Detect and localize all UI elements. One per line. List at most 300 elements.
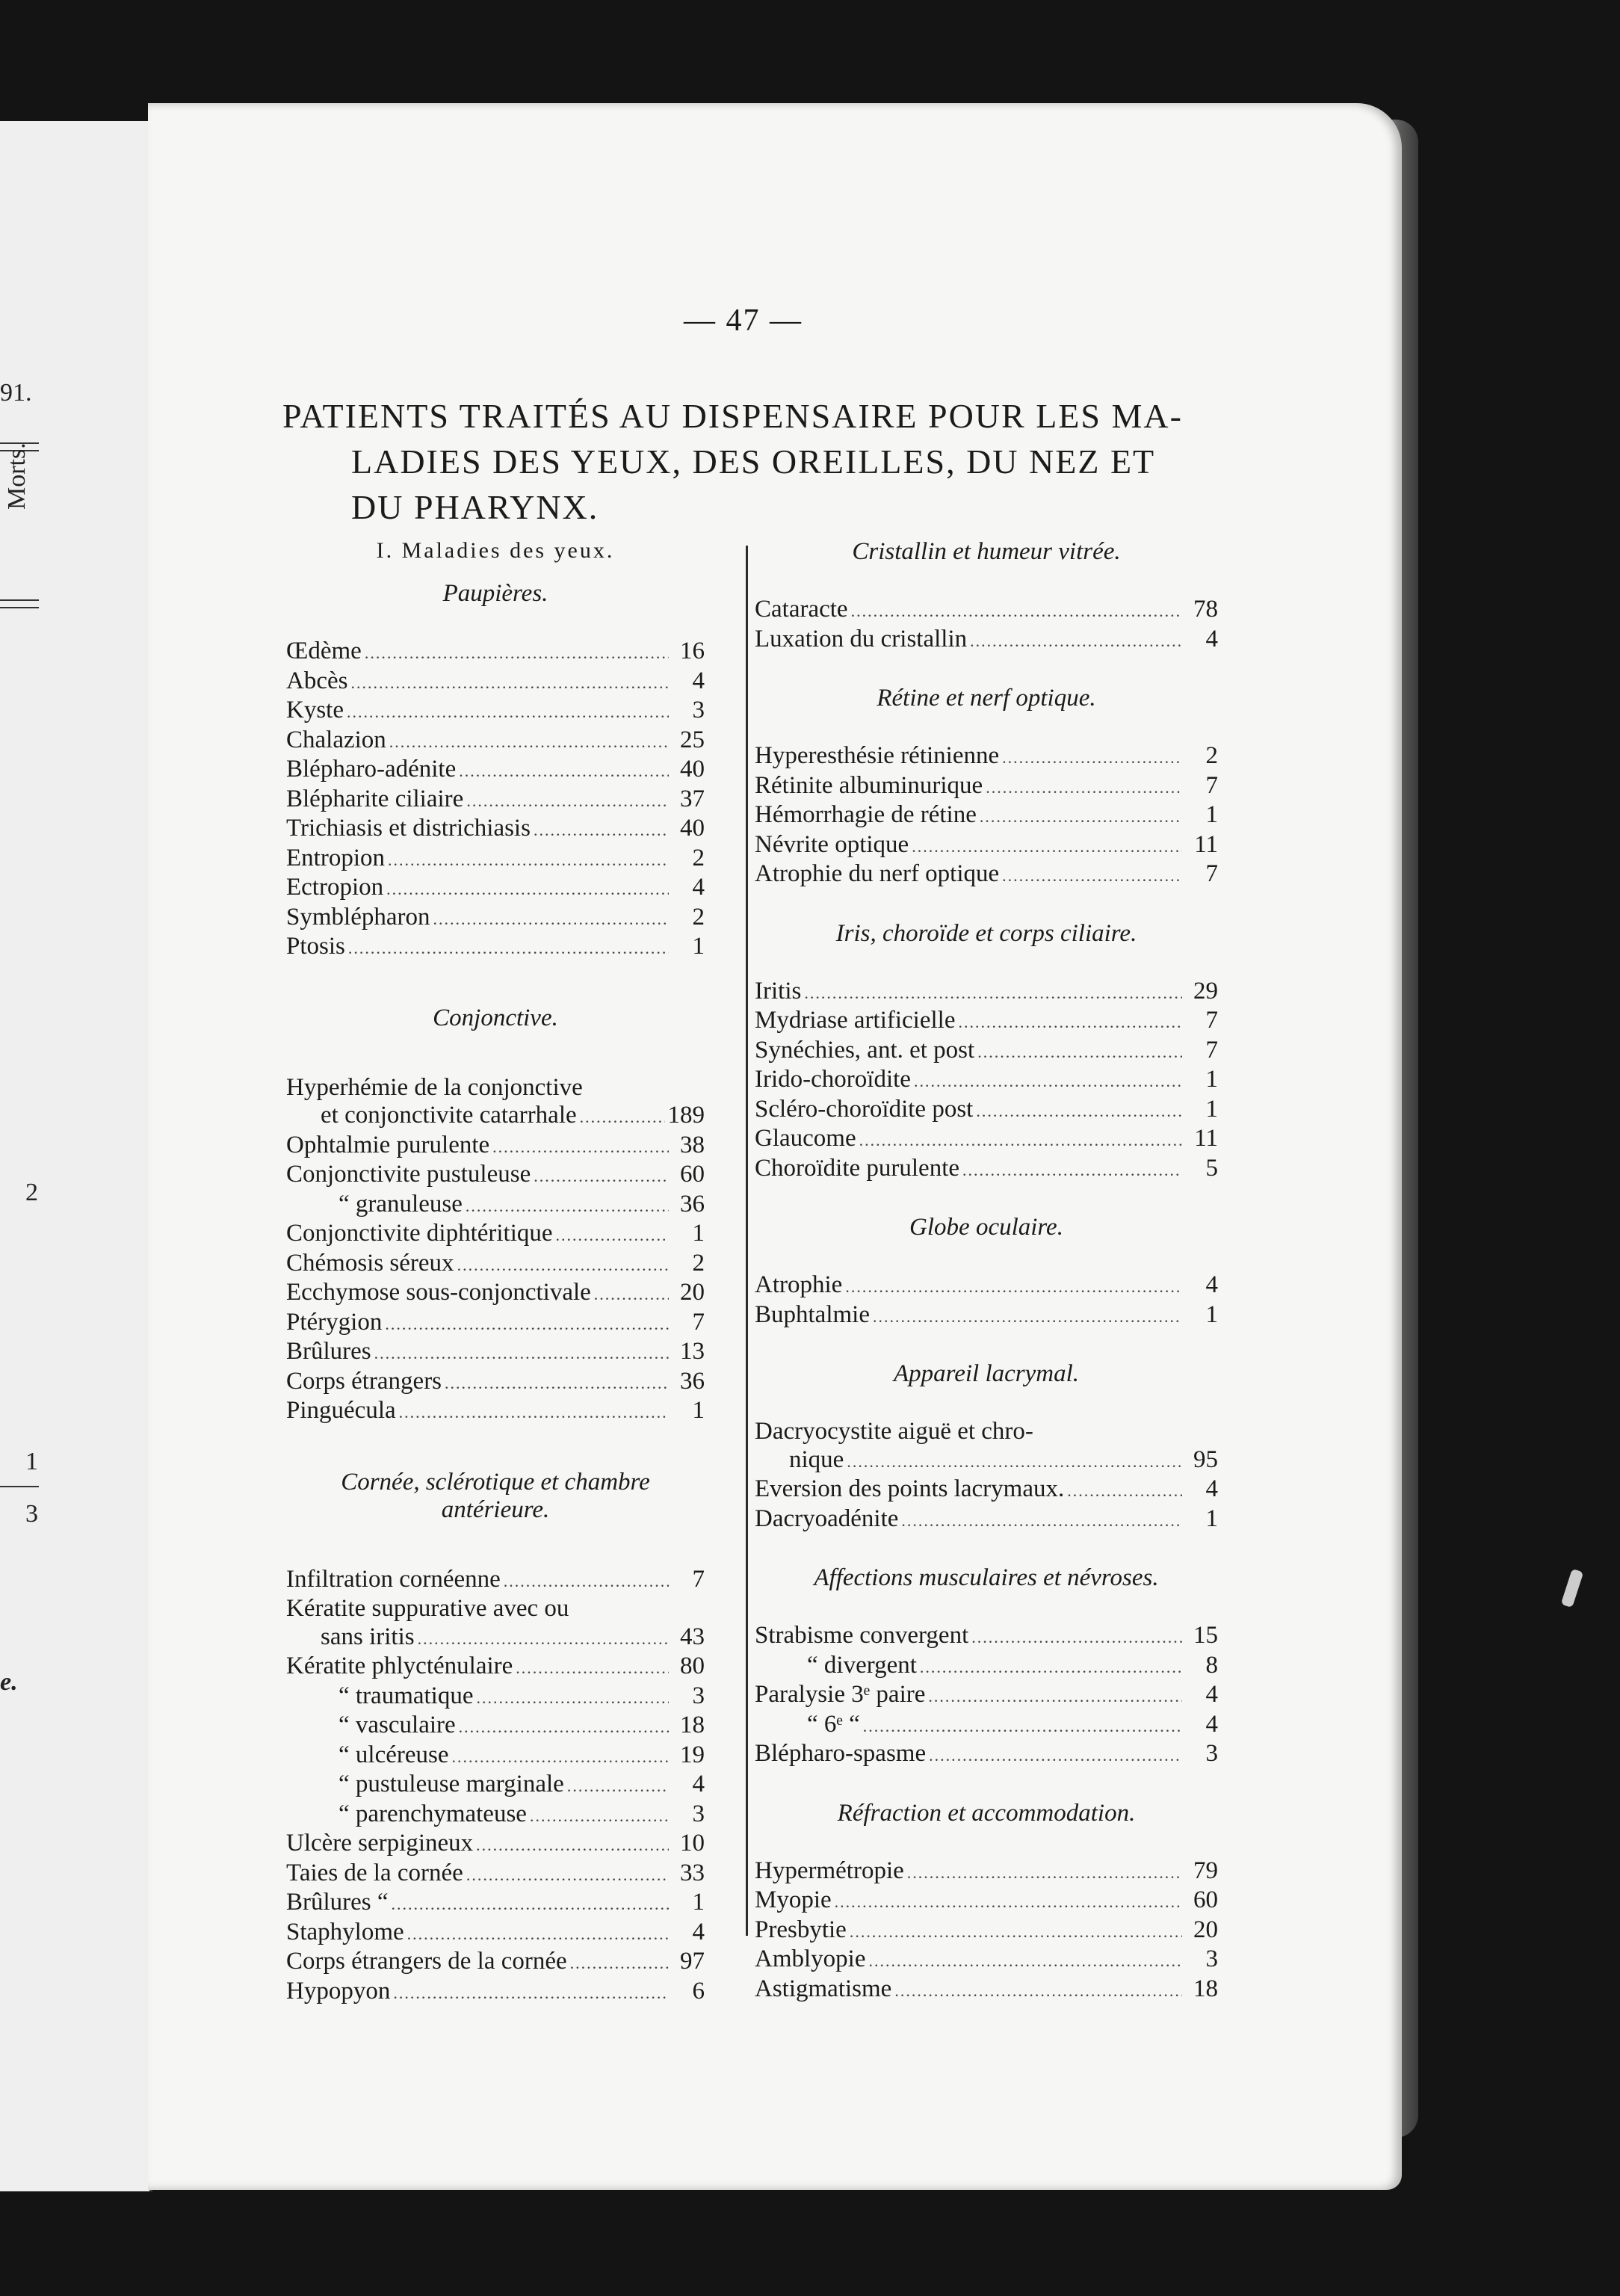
leader-dots [835, 1888, 1182, 1916]
row-label: “ 6ᵉ “ [807, 1710, 860, 1738]
row-label: Rétinite albuminurique [755, 771, 983, 799]
section-refraction [755, 1857, 1218, 2005]
row-value: 36 [680, 1367, 705, 1395]
section-title-cornee: Cornée, sclérotique et chambre [341, 1468, 650, 1496]
leader-dots [477, 1684, 669, 1712]
leader-dots [971, 1623, 1182, 1652]
leader-dots [928, 1682, 1182, 1711]
leader-dots [386, 875, 669, 904]
leader-dots [457, 1251, 669, 1280]
row-label: Dacryocystite aiguë et chro- [755, 1418, 1033, 1445]
row-label: sans iritis [321, 1623, 415, 1650]
row-label: Astigmatisme [755, 1975, 892, 2002]
table-row [755, 831, 1218, 861]
heading-line: LADIES DES YEUX, DES OREILLES, DU NEZ ET [351, 442, 1156, 481]
row-value: 10 [680, 1830, 705, 1857]
section-globe [755, 1271, 1218, 1330]
row-label: Conjonctivite diphtéritique [286, 1220, 553, 1247]
table-row [286, 1800, 705, 1830]
table-row [286, 1652, 705, 1682]
row-value: 1 [692, 1889, 705, 1916]
leader-dots [476, 1831, 669, 1860]
row-label: Brûlures “ [286, 1889, 389, 1916]
leader-dots [393, 1979, 669, 2008]
table-row [286, 1948, 705, 1978]
leader-dots [459, 757, 669, 786]
leader-dots [868, 1947, 1182, 1975]
leader-dots [847, 1448, 1182, 1476]
table-row [286, 1771, 705, 1800]
section-title-iris: Iris, choroïde et corps ciliaire. [835, 919, 1137, 947]
row-label: Scléro-choroïdite post [755, 1095, 974, 1123]
table-row [755, 1096, 1218, 1126]
table-row [755, 1037, 1218, 1067]
table-row [286, 1860, 705, 1889]
row-value: 1 [1205, 1095, 1218, 1123]
row-label: Ptosis [286, 933, 345, 960]
page-heading [282, 393, 1216, 530]
row-label: Ptérygion [286, 1308, 383, 1336]
row-value: 25 [680, 726, 705, 753]
table-row [755, 1652, 1218, 1682]
leader-dots [504, 1567, 669, 1596]
leader-dots [845, 1273, 1182, 1301]
leader-dots [452, 1743, 670, 1771]
leader-dots [580, 1103, 665, 1132]
table-row [286, 1919, 705, 1948]
leader-dots [1002, 744, 1182, 772]
table-row [286, 1623, 705, 1653]
leader-dots [976, 1097, 1182, 1126]
table-row [286, 874, 705, 904]
leader-dots [385, 1310, 669, 1339]
row-label: Blépharo-adénite [286, 756, 457, 783]
row-label: “ granuleuse [338, 1190, 463, 1218]
left-page-rule [0, 607, 39, 608]
row-value: 60 [680, 1161, 705, 1188]
row-label: Iritis [755, 977, 802, 1004]
left-page-fragment: e. [0, 1668, 18, 1696]
row-label: Abcès [286, 667, 348, 694]
row-label: Blépharo-spasme [755, 1740, 927, 1767]
leader-dots [958, 1008, 1182, 1037]
row-value: 6 [692, 1977, 705, 2005]
leader-dots [374, 1339, 669, 1368]
row-value: 40 [680, 815, 705, 842]
row-label: Entropion [286, 844, 385, 871]
row-label: Kératite phlycténulaire [286, 1652, 513, 1679]
row-label: Trichiasis et districhiasis [286, 815, 531, 842]
row-value: 8 [1205, 1651, 1218, 1679]
row-value: 78 [1193, 596, 1218, 623]
table-row [286, 1220, 705, 1250]
leader-dots [962, 1156, 1182, 1185]
column-divider [746, 546, 748, 1936]
leader-dots [407, 1920, 669, 1948]
row-value: 7 [692, 1565, 705, 1593]
row-value: 13 [680, 1338, 705, 1365]
leader-dots [466, 1192, 669, 1220]
row-label: Atrophie [755, 1271, 843, 1298]
table-row [286, 1338, 705, 1368]
section-title-cornee-line2: antérieure. [441, 1496, 550, 1523]
leader-dots [433, 905, 669, 933]
row-value: 36 [680, 1190, 705, 1218]
table-row [755, 978, 1218, 1007]
table-row [755, 596, 1218, 626]
table-row [286, 1595, 705, 1623]
leader-dots [350, 669, 669, 697]
row-value: 4 [1205, 625, 1218, 652]
row-value: 1 [1205, 1300, 1218, 1328]
row-value: 2 [1205, 742, 1218, 769]
table-row [286, 1132, 705, 1161]
row-label: Ecchymose sous-conjonctivale [286, 1279, 591, 1306]
row-value: 4 [692, 1918, 705, 1945]
leader-dots [859, 1126, 1182, 1155]
table-row [286, 726, 705, 756]
leader-dots [347, 698, 669, 726]
row-label: Ophtalmie purulente [286, 1131, 490, 1158]
row-value: 4 [692, 1771, 705, 1797]
row-label: Infiltration cornéenne [286, 1565, 501, 1593]
table-row [286, 638, 705, 667]
table-row [755, 1711, 1218, 1741]
row-label: Amblyopie [755, 1945, 866, 1972]
section-title-musculaires: Affections musculaires et névroses. [814, 1564, 1159, 1591]
leader-dots [894, 1977, 1182, 2005]
leader-dots [873, 1303, 1182, 1331]
row-label: Ectropion [286, 874, 384, 901]
row-value: 5 [1205, 1154, 1218, 1182]
row-label: Corps étrangers de la cornée [286, 1948, 567, 1975]
table-row [755, 1945, 1218, 1975]
row-value: 29 [1193, 977, 1218, 1004]
row-value: 79 [1193, 1857, 1218, 1884]
row-label: Taies de la cornée [286, 1859, 463, 1886]
row-value: 20 [680, 1279, 705, 1306]
row-value: 4 [1205, 1271, 1218, 1298]
row-value: 38 [680, 1131, 705, 1158]
row-label: Œdème [286, 638, 362, 664]
table-row [755, 1622, 1218, 1652]
table-row [286, 1191, 705, 1220]
row-value: 40 [680, 756, 705, 783]
row-label: “ parenchymateuse [338, 1800, 527, 1827]
table-row [755, 1007, 1218, 1037]
table-row [755, 1857, 1218, 1887]
row-value: 33 [680, 1859, 705, 1886]
left-column [286, 538, 705, 2007]
leader-dots [1067, 1477, 1182, 1505]
leader-dots [986, 774, 1182, 802]
row-value: 3 [1205, 1945, 1218, 1972]
row-value: 16 [680, 638, 705, 664]
table-row [755, 1418, 1218, 1446]
table-row [286, 933, 705, 963]
row-value: 2 [692, 1249, 705, 1277]
row-label: Kyste [286, 697, 344, 723]
row-label: Strabisme convergent [755, 1622, 969, 1649]
section-title-refraction: Réfraction et accommodation. [837, 1799, 1136, 1827]
row-label: Conjonctivite pustuleuse [286, 1161, 531, 1188]
table-row [286, 1102, 705, 1132]
row-value: 7 [692, 1308, 705, 1336]
table-row [755, 1886, 1218, 1916]
table-row [755, 1475, 1218, 1505]
leader-dots [556, 1221, 669, 1250]
row-label: Synéchies, ant. et post [755, 1036, 975, 1064]
table-row [755, 1740, 1218, 1770]
left-page-fragment: Morts. [3, 442, 31, 510]
leader-dots [1002, 862, 1182, 890]
row-value: 7 [1205, 1007, 1218, 1034]
row-value: 4 [692, 874, 705, 901]
row-label: Chémosis séreux [286, 1249, 454, 1277]
section-title-conjonctive: Conjonctive. [433, 1004, 558, 1031]
section-cornee [286, 1566, 705, 2008]
row-label: Corps étrangers [286, 1367, 442, 1395]
table-row [286, 1978, 705, 2008]
row-value: 18 [680, 1712, 705, 1738]
left-page-fragment: 1 [25, 1448, 38, 1475]
table-row [286, 1161, 705, 1191]
row-value: 1 [692, 933, 705, 960]
section-title-cristallin: Cristallin et humeur vitrée. [852, 538, 1121, 565]
row-label: “ pustuleuse marginale [338, 1771, 564, 1797]
table-row [755, 1916, 1218, 1946]
row-label: Eversion des points lacrymaux. [755, 1475, 1065, 1502]
section-musculaires [755, 1622, 1218, 1770]
leader-dots [970, 627, 1182, 655]
table-row [286, 756, 705, 786]
row-label: Hyperhémie de la conjonctive [286, 1073, 583, 1101]
row-value: 1 [1205, 1066, 1218, 1093]
table-row [755, 626, 1218, 655]
left-page-rule [0, 599, 39, 601]
left-facing-page [0, 121, 152, 2191]
row-label: Pinguécula [286, 1397, 396, 1424]
row-value: 15 [1193, 1622, 1218, 1649]
table-row [286, 1279, 705, 1309]
row-label: “ ulcéreuse [338, 1741, 449, 1768]
section-lacrymal [755, 1418, 1218, 1534]
row-value: 60 [1193, 1886, 1218, 1913]
row-label: Hémorrhagie de rétine [755, 801, 977, 828]
leader-dots [399, 1398, 669, 1427]
row-label: Hyperesthésie rétinienne [755, 742, 1000, 769]
table-row [286, 1741, 705, 1771]
row-label: Myopie [755, 1886, 832, 1913]
section-retine [755, 742, 1218, 890]
leader-dots [418, 1625, 669, 1653]
section-title-retine: Rétine et nerf optique. [877, 685, 1096, 712]
row-value: 7 [1205, 860, 1218, 887]
leader-dots [534, 1162, 669, 1191]
row-label: Chalazion [286, 726, 386, 753]
row-label: Buphtalmie [755, 1300, 870, 1328]
leader-dots [570, 1949, 669, 1978]
row-value: 2 [692, 903, 705, 931]
leader-dots [914, 1067, 1182, 1096]
row-value: 4 [1205, 1710, 1218, 1738]
row-label: Dacryoadénite [755, 1505, 899, 1532]
row-label: Ulcère serpigineux [286, 1830, 474, 1857]
table-row [286, 1368, 705, 1398]
table-row [286, 845, 705, 874]
leader-dots [492, 1133, 669, 1161]
leader-dots [459, 1713, 669, 1741]
row-label: “ vasculaire [338, 1712, 456, 1738]
row-value: 3 [692, 1682, 705, 1709]
table-row [755, 1271, 1218, 1301]
table-row [286, 1309, 705, 1339]
row-label: Symblépharon [286, 903, 430, 931]
leader-dots [594, 1280, 669, 1309]
table-row [755, 801, 1218, 831]
row-label: Névrite optique [755, 830, 909, 858]
row-value: 19 [680, 1741, 705, 1768]
section-iris [755, 978, 1218, 1185]
row-label: Atrophie du nerf optique [755, 860, 1000, 887]
left-page-fragment: 3 [25, 1500, 38, 1528]
row-label: Luxation du cristallin [755, 625, 968, 652]
leader-dots [516, 1654, 669, 1682]
row-label: et conjonctivite catarrhale [321, 1102, 577, 1129]
leader-dots [980, 803, 1182, 831]
row-value: 4 [1205, 1475, 1218, 1502]
row-label: Choroïdite purulente [755, 1154, 960, 1182]
leader-dots [977, 1038, 1182, 1067]
section-paupieres [286, 638, 705, 963]
row-label: Kératite suppurative avec ou [286, 1595, 569, 1622]
section-title-lacrymal: Appareil lacrymal. [893, 1360, 1080, 1387]
table-row [286, 815, 705, 845]
table-row [286, 1682, 705, 1712]
section-title-globe: Globe oculaire. [909, 1214, 1063, 1241]
section-title-paupieres: Paupières. [442, 580, 548, 607]
section-conjonctive [286, 1074, 705, 1427]
row-value: 189 [667, 1102, 705, 1129]
row-label: Presbytie [755, 1916, 847, 1943]
left-page-fragment: 91. [0, 379, 32, 407]
table-row [286, 697, 705, 726]
left-page-rule [0, 1486, 39, 1487]
table-row [286, 1397, 705, 1427]
row-value: 4 [692, 667, 705, 694]
table-row [286, 667, 705, 697]
table-row [755, 1125, 1218, 1155]
row-value: 3 [1205, 1740, 1218, 1767]
row-label: Irido-choroïdite [755, 1066, 911, 1093]
row-value: 1 [1205, 1505, 1218, 1532]
table-row [755, 1681, 1218, 1711]
row-label: Paralysie 3ᵉ paire [755, 1681, 926, 1708]
leader-dots [851, 597, 1182, 626]
row-value: 97 [680, 1948, 705, 1975]
row-value: 1 [692, 1220, 705, 1247]
row-value: 11 [1194, 1125, 1218, 1152]
leader-dots [466, 1861, 669, 1889]
leader-dots [912, 833, 1182, 861]
row-label: Glaucome [755, 1125, 856, 1152]
row-label: Hypermétropie [755, 1857, 904, 1884]
smudge-mark [1561, 1569, 1584, 1608]
table-row [755, 1975, 1218, 2005]
table-row [755, 1505, 1218, 1535]
table-row [755, 860, 1218, 890]
table-row [286, 1889, 705, 1919]
row-label: Staphylome [286, 1918, 404, 1945]
row-value: 95 [1193, 1445, 1218, 1473]
row-value: 1 [692, 1397, 705, 1424]
leader-dots [530, 1802, 669, 1830]
row-label: Hypopyon [286, 1977, 391, 2005]
row-label: “ traumatique [338, 1682, 474, 1709]
leader-dots [389, 728, 669, 756]
leader-dots [466, 787, 669, 815]
leader-dots [392, 1890, 669, 1919]
row-label: “ divergent [807, 1651, 917, 1679]
row-label: Cataracte [755, 596, 848, 623]
leader-dots [388, 846, 669, 874]
row-value: 1 [1205, 801, 1218, 828]
leader-dots [850, 1918, 1182, 1946]
leader-dots [534, 816, 669, 845]
heading-line: PATIENTS TRAITÉS AU DISPENSAIRE POUR LES MA- [282, 397, 1183, 435]
table-row [755, 1301, 1218, 1331]
leader-dots [901, 1507, 1182, 1535]
leader-dots [929, 1741, 1182, 1770]
row-value: 4 [1205, 1681, 1218, 1708]
leader-dots [920, 1653, 1182, 1682]
row-value: 11 [1194, 830, 1218, 858]
part-title: I. Maladies des yeux. [376, 538, 615, 563]
leader-dots [365, 639, 669, 667]
row-value: 37 [680, 785, 705, 812]
row-label: Blépharite ciliaire [286, 785, 464, 812]
row-value: 3 [692, 697, 705, 723]
table-row [755, 1155, 1218, 1185]
left-page-fragment: 2 [25, 1179, 38, 1206]
row-label: Mydriase artificielle [755, 1007, 956, 1034]
row-value: 18 [1193, 1975, 1218, 2002]
section-cristallin [755, 596, 1218, 655]
table-row [286, 1566, 705, 1596]
row-label: nique [789, 1445, 844, 1473]
leader-dots [907, 1859, 1182, 1887]
leader-dots [804, 979, 1182, 1007]
table-row [286, 786, 705, 815]
table-row [286, 1250, 705, 1280]
right-column [755, 538, 1218, 2005]
row-value: 3 [692, 1800, 705, 1827]
row-value: 7 [1205, 771, 1218, 799]
table-row [755, 772, 1218, 802]
row-value: 43 [680, 1623, 705, 1650]
row-label: Brûlures [286, 1338, 371, 1365]
row-value: 80 [680, 1652, 705, 1679]
row-value: 7 [1205, 1036, 1218, 1064]
table-row [286, 1074, 705, 1102]
page-number: — 47 — [684, 303, 803, 338]
leader-dots [567, 1772, 669, 1800]
table-row [755, 1446, 1218, 1476]
leader-dots [863, 1712, 1182, 1741]
row-value: 20 [1193, 1916, 1218, 1943]
heading-line: DU PHARYNX. [351, 488, 599, 526]
row-value: 2 [692, 844, 705, 871]
